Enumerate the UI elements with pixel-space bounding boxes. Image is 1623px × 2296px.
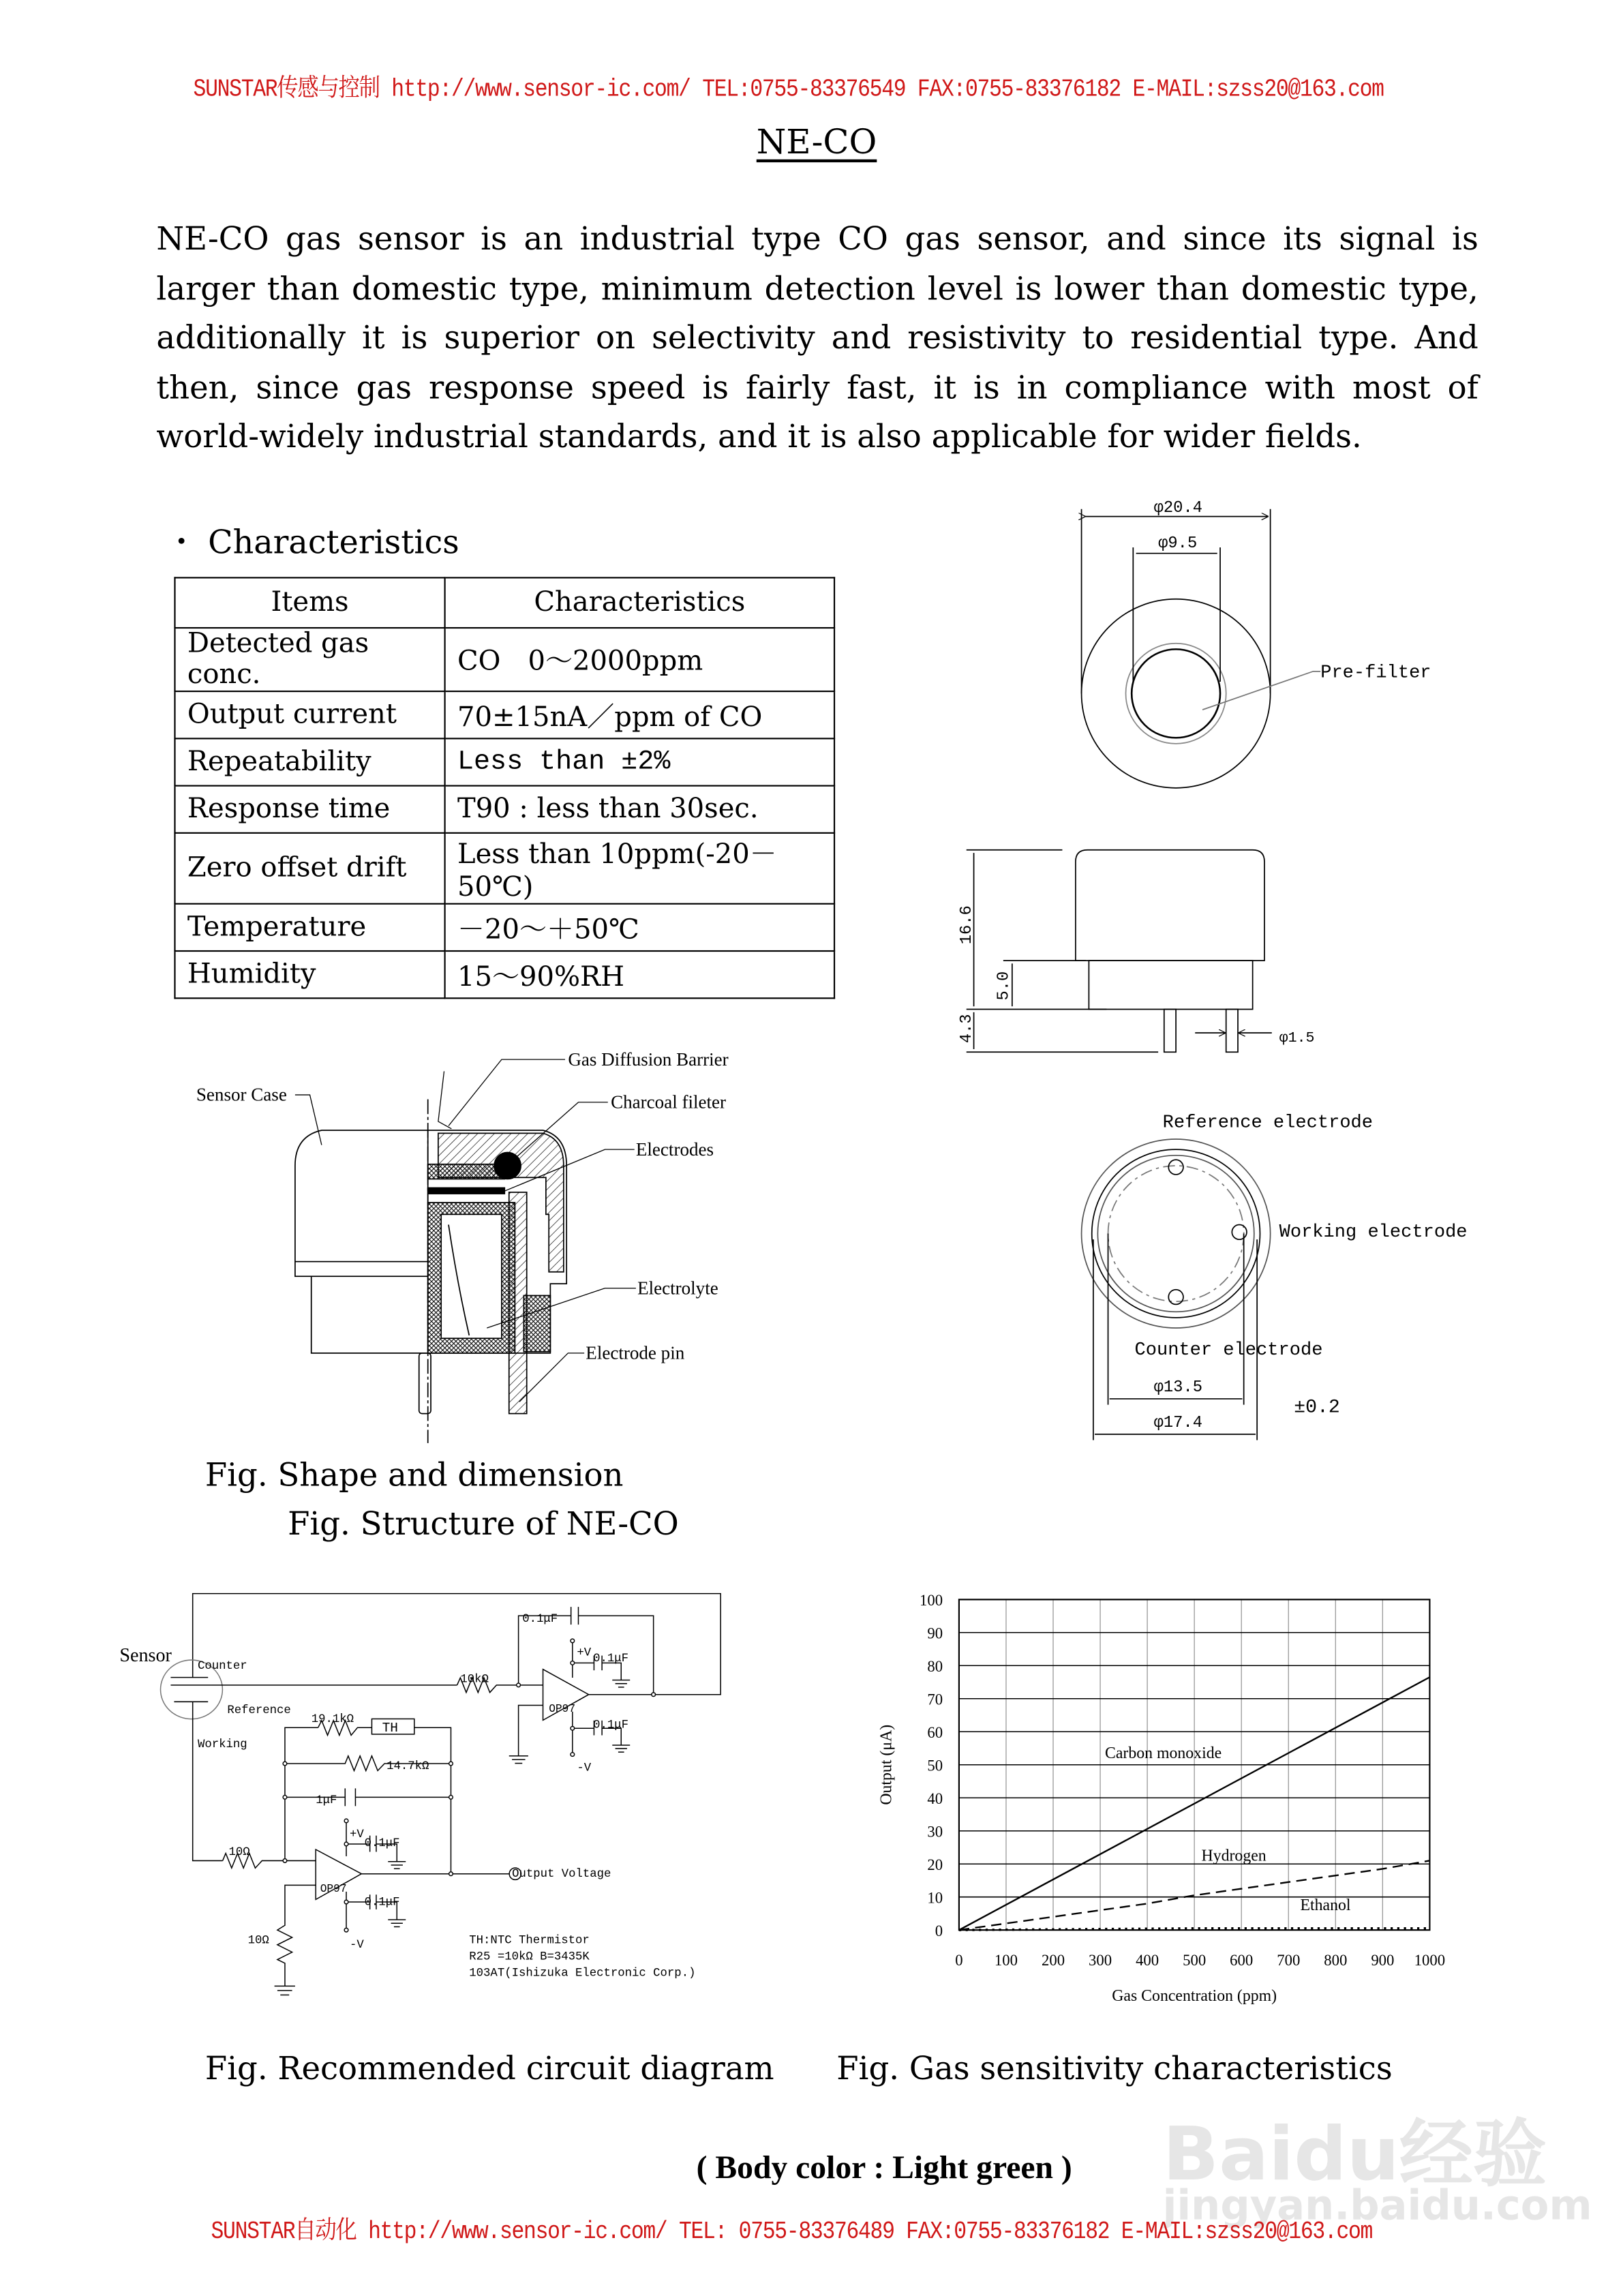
dim-pin-circle: φ13.5: [1153, 1378, 1203, 1398]
resistor-19k-label: 19.1kΩ: [311, 1712, 354, 1726]
y-tick-label: 60: [927, 1723, 943, 1741]
page-title: NE-CO: [756, 123, 877, 163]
header-characteristics: Characteristics: [445, 577, 834, 628]
x-tick-label: 400: [1136, 1952, 1159, 1969]
gas-sensitivity-chart: [877, 1592, 1445, 2005]
dim-outer-dia: φ20.4: [1153, 499, 1203, 518]
o-ring: [494, 1152, 521, 1179]
opamp2-label: OP97: [320, 1882, 347, 1895]
y-tick-label: 70: [927, 1691, 943, 1708]
cap-1u-label: 1μF: [316, 1794, 337, 1808]
cap-feedback-label: 0.1μF: [522, 1612, 558, 1626]
opamp1-vplus-label: +V: [577, 1646, 592, 1660]
value: 70±15nA／ppm of CO: [445, 691, 834, 738]
note-r25: R25 =10kΩ B=3435K: [469, 1950, 590, 1964]
footer-contact: SUNSTAR自动化 http://www.sensor-ic.com/ TEL: 0755-83376489 FAX:0755-83376182 E-MAIL:szss20@163.com: [211, 2219, 1373, 2247]
x-axis-label: Gas Concentration (ppm): [1112, 1987, 1277, 2006]
x-tick-label: 800: [1324, 1952, 1348, 1969]
x-tick-label: 300: [1089, 1952, 1112, 1969]
x-tick-label: 600: [1230, 1952, 1254, 1969]
dim-pin-length: 4.3: [958, 1014, 977, 1044]
caption-circuit: Fig. Recommended circuit diagram: [204, 2051, 774, 2088]
opamp2-vminus-label: -V: [349, 1939, 364, 1952]
dim-pin-dia: φ1.5: [1279, 1030, 1315, 1047]
x-tick-label: 1000: [1414, 1952, 1446, 1969]
y-tick-label: 10: [927, 1889, 943, 1907]
characteristics-heading: ・ Characteristics: [165, 525, 459, 562]
value: －20～＋50℃: [445, 904, 834, 951]
cap3-label: 0.1μF: [364, 1837, 400, 1850]
label-electrolyte: Electrolyte: [637, 1278, 718, 1299]
series-label: Ethanol: [1300, 1897, 1351, 1915]
y-tick-label: 20: [927, 1856, 943, 1873]
series-label: Carbon monoxide: [1104, 1744, 1222, 1763]
x-tick-label: 100: [994, 1952, 1018, 1969]
circuit-diagram: [160, 1594, 721, 1995]
item: Output current: [175, 691, 444, 738]
watermark-logo: Baidu经验: [1162, 2111, 1547, 2197]
label-counter-electrode: Counter electrode: [1134, 1340, 1323, 1361]
output-voltage-label: Output Voltage: [512, 1868, 611, 1882]
resistor-10b-label: 10Ω: [247, 1934, 269, 1948]
opamp1-vminus-label: -V: [577, 1762, 592, 1775]
x-tick-label: 0: [955, 1952, 963, 1969]
body-color-note: ( Body color : Light green ): [696, 2148, 1072, 2186]
resistor-10k-label: 10kΩ: [460, 1673, 489, 1687]
item: Detected gas conc.: [175, 628, 444, 691]
y-tick-label: 100: [920, 1591, 943, 1609]
item: Humidity: [175, 951, 444, 998]
label-reference-electrode: Reference electrode: [1162, 1112, 1374, 1134]
y-tick-label: 0: [935, 1922, 943, 1939]
resistor-10a-label: 10Ω: [228, 1845, 250, 1859]
side-view-drawing: [967, 850, 1272, 1053]
circuit-sensor-label: Sensor: [119, 1645, 172, 1667]
intro-paragraph: NE-CO gas sensor is an industrial type CO gas sensor, and since its signal is larger than domestic type, minimum detection level is lower than domestic type, additionally it is superior on selectivity and resistivity to residential type. And then, since gas response speed is fairly fast, it is in compliance with most of world-widely industrial standards, and it is also applicable for wider fields.: [156, 221, 1478, 456]
dim-height: 16.6: [958, 905, 977, 945]
value: Less than ±2%: [445, 738, 834, 785]
y-tick-label: 90: [927, 1625, 943, 1642]
caption-structure: Fig. Structure of NE-CO: [288, 1506, 679, 1544]
x-tick-label: 200: [1041, 1952, 1065, 1969]
value: T90 : less than 30sec.: [445, 786, 834, 833]
cap1-label: 0.1μF: [593, 1652, 629, 1666]
label-working-electrode: Working electrode: [1279, 1221, 1468, 1243]
cap2-label: 0.1μF: [593, 1719, 629, 1732]
caption-gas: Fig. Gas sensitivity characteristics: [836, 2051, 1393, 2088]
y-tick-label: 80: [927, 1657, 943, 1675]
note-thermistor: TH:NTC Thermistor: [469, 1934, 590, 1948]
note-part: 103AT(Ishizuka Electronic Corp.): [469, 1967, 696, 1980]
watermark-url: jingyan.baidu.com: [1162, 2181, 1592, 2230]
resistor-14k-label: 14.7kΩ: [386, 1760, 429, 1774]
value: 15～90%RH: [445, 951, 834, 998]
dim-base-dia: φ17.4: [1153, 1414, 1203, 1433]
header-contact: SUNSTAR传感与控制 http://www.sensor-ic.com/ TEL:0755-83376549 FAX:0755-83376182 E-MAIL:szss20@163.com: [193, 76, 1384, 104]
dim-inner-dia: φ9.5: [1158, 534, 1198, 554]
cap4-label: 0.1μF: [364, 1896, 400, 1909]
label-electrodes: Electrodes: [635, 1138, 714, 1160]
circuit-counter-label: Counter: [198, 1660, 247, 1674]
opamp2-vplus-label: +V: [349, 1828, 364, 1841]
x-tick-label: 900: [1371, 1952, 1395, 1969]
thermistor-label: TH: [382, 1721, 398, 1736]
header-items: Items: [175, 577, 444, 628]
value: Less than 10ppm(-20－50℃): [445, 833, 834, 904]
x-tick-label: 500: [1183, 1952, 1207, 1969]
item: Zero offset drift: [175, 833, 444, 904]
item: Temperature: [175, 904, 444, 951]
series-label: Hydrogen: [1201, 1847, 1266, 1865]
item: Response time: [175, 786, 444, 833]
caption-shape: Fig. Shape and dimension: [204, 1457, 624, 1495]
x-tick-label: 700: [1277, 1952, 1301, 1969]
top-view-drawing: [1082, 509, 1321, 788]
label-charcoal-filter: Charcoal fileter: [611, 1091, 727, 1113]
label-electrode-pin: Electrode pin: [586, 1342, 685, 1363]
item: Repeatability: [175, 738, 444, 785]
circuit-working-label: Working: [198, 1738, 247, 1751]
value: CO 0～2000ppm: [445, 628, 834, 691]
dim-tolerance: ±0.2: [1294, 1397, 1340, 1419]
circuit-reference-label: Reference: [227, 1704, 291, 1717]
y-axis-label: Output (μA): [877, 1724, 896, 1805]
dim-base-height: 5.0: [995, 971, 1014, 1001]
y-tick-label: 50: [927, 1757, 943, 1774]
structure-drawing: [295, 1059, 636, 1443]
label-sensor-case: Sensor Case: [196, 1084, 287, 1105]
label-gas-diffusion-barrier: Gas Diffusion Barrier: [568, 1048, 729, 1070]
y-tick-label: 40: [927, 1789, 943, 1807]
opamp1-label: OP97: [549, 1702, 576, 1715]
label-prefilter: Pre-filter: [1320, 662, 1431, 684]
y-tick-label: 30: [927, 1823, 943, 1841]
